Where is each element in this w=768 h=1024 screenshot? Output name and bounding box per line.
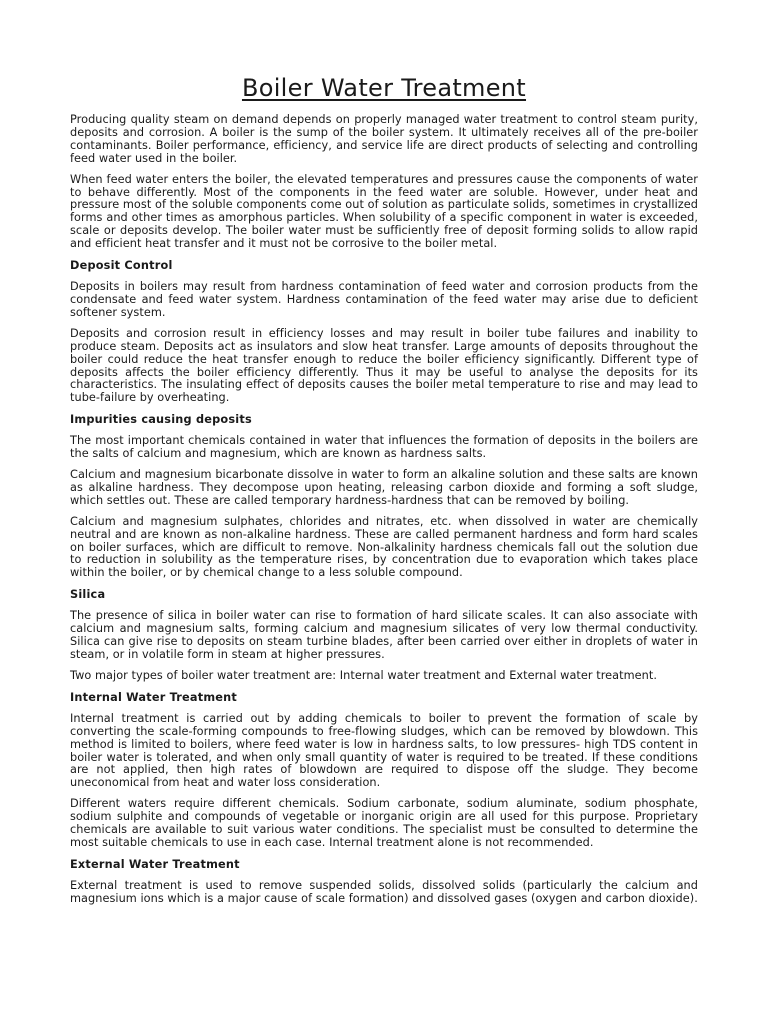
impurities-paragraph-2: Calcium and magnesium bicarbonate dissolve in water to form an alkaline solution and these salts are known as alkaline hardness. They decompose upon heating, releasing carbon dioxide and forming a soft sludge, which settles out. These are called temporary hardness-hardness that can be removed by boiling. xyxy=(70,468,698,507)
silica-paragraph-2: Two major types of boiler water treatment are: Internal water treatment and External water treatment. xyxy=(70,668,657,682)
heading-impurities: Impurities causing deposits xyxy=(70,413,252,427)
silica-paragraph-1: The presence of silica in boiler water can rise to formation of hard silicate scales. It can also associate with calcium and magnesium salts, forming calcium and magnesium silicates of very low thermal conductivity. Silica can give rise to deposits on steam turbine blades, after been carried over either in droplets of water in steam, or in volatile form in steam at higher pressures. xyxy=(70,609,698,661)
impurities-paragraph-1: The most important chemicals contained in water that influences the formation of deposits in the boilers are the salts of calcium and magnesium, which are known as hardness salts. xyxy=(70,434,698,461)
document-title: Boiler Water Treatment xyxy=(241,74,527,102)
heading-silica: Silica xyxy=(70,588,106,602)
impurities-paragraph-3: Calcium and magnesium sulphates, chlorides and nitrates, etc. when dissolved in water are chemically neutral and are known as non-alkaline hardness. These are called permanent hardness and form hard scales on boiler surfaces, which are difficult to remove. Non-alkalinity hardness chemicals fall out the solution due to reduction in solubility as the temperature rises, by concentration due to evaporation which takes place within the boiler, or by chemical change to a less soluble compound. xyxy=(70,514,698,580)
intro-paragraph-2: When feed water enters the boiler, the elevated temperatures and pressures cause the components of water to behave differently. Most of the components in the feed water are soluble. However, under heat and pressure most of the soluble components come out of solution as particulate solids, sometimes in crystallized forms and other times as amorphous particles. When solubility of a specific component in water is exceeded, scale or deposits develop. The boiler water must be sufficiently free of deposit forming solids to allow rapid and efficient heat transfer and it must not be corrosive to the boiler metal. xyxy=(70,172,698,251)
intro-paragraph-1: Producing quality steam on demand depends on properly managed water treatment to control steam purity, deposits and corrosion. A boiler is the sump of the boiler system. It ultimately receives all of the pre-boiler contaminants. Boiler performance, efficiency, and service life are direct products of selecting and controlling feed water used in the boiler. xyxy=(70,113,698,165)
internal-treatment-paragraph-1: Internal treatment is carried out by adding chemicals to boiler to prevent the formation of scale by converting the scale-forming compounds to free-flowing sludges, which can be removed by blowdown. This method is limited to boilers, where feed water is low in hardness salts, to low pressures- high TDS content in boiler water is tolerated, and when only small quantity of water is required to be treated. If these conditions are not applied, then high rates of blowdown are required to dispose off the sludge. They become uneconomical from heat and water loss consideration. xyxy=(70,711,698,790)
heading-internal-treatment: Internal Water Treatment xyxy=(70,690,237,704)
external-treatment-paragraph-1: External treatment is used to remove suspended solids, dissolved solids (particularly the calcium and magnesium ions which is a major cause of scale formation) and dissolved gases (oxygen and carbon dioxide). xyxy=(70,878,698,905)
heading-external-treatment: External Water Treatment xyxy=(70,857,240,871)
deposit-control-paragraph-1: Deposits in boilers may result from hardness contamination of feed water and corrosion products from the condensate and feed water system. Hardness contamination of the feed water may arise due to deficient softener system. xyxy=(70,280,698,319)
deposit-control-paragraph-2: Deposits and corrosion result in efficiency losses and may result in boiler tube failures and inability to produce steam. Deposits act as insulators and slow heat transfer. Large amounts of deposits throughout the boiler could reduce the heat transfer enough to reduce the boiler efficiency significantly. Different type of deposits affects the boiler efficiency differently. Thus it may be useful to analyse the deposits for its characteristics. The insulating effect of deposits causes the boiler metal temperature to rise and may lead to tube-failure by overheating. xyxy=(70,326,698,405)
heading-deposit-control: Deposit Control xyxy=(70,259,173,273)
internal-treatment-paragraph-2: Different waters require different chemicals. Sodium carbonate, sodium aluminate, sodium phosphate, sodium sulphite and compounds of vegetable or inorganic origin are all used for this purpose. Proprietary chemicals are available to suit various water conditions. The specialist must be consulted to determine the most suitable chemicals to use in each case. Internal treatment alone is not recommended. xyxy=(70,797,698,849)
